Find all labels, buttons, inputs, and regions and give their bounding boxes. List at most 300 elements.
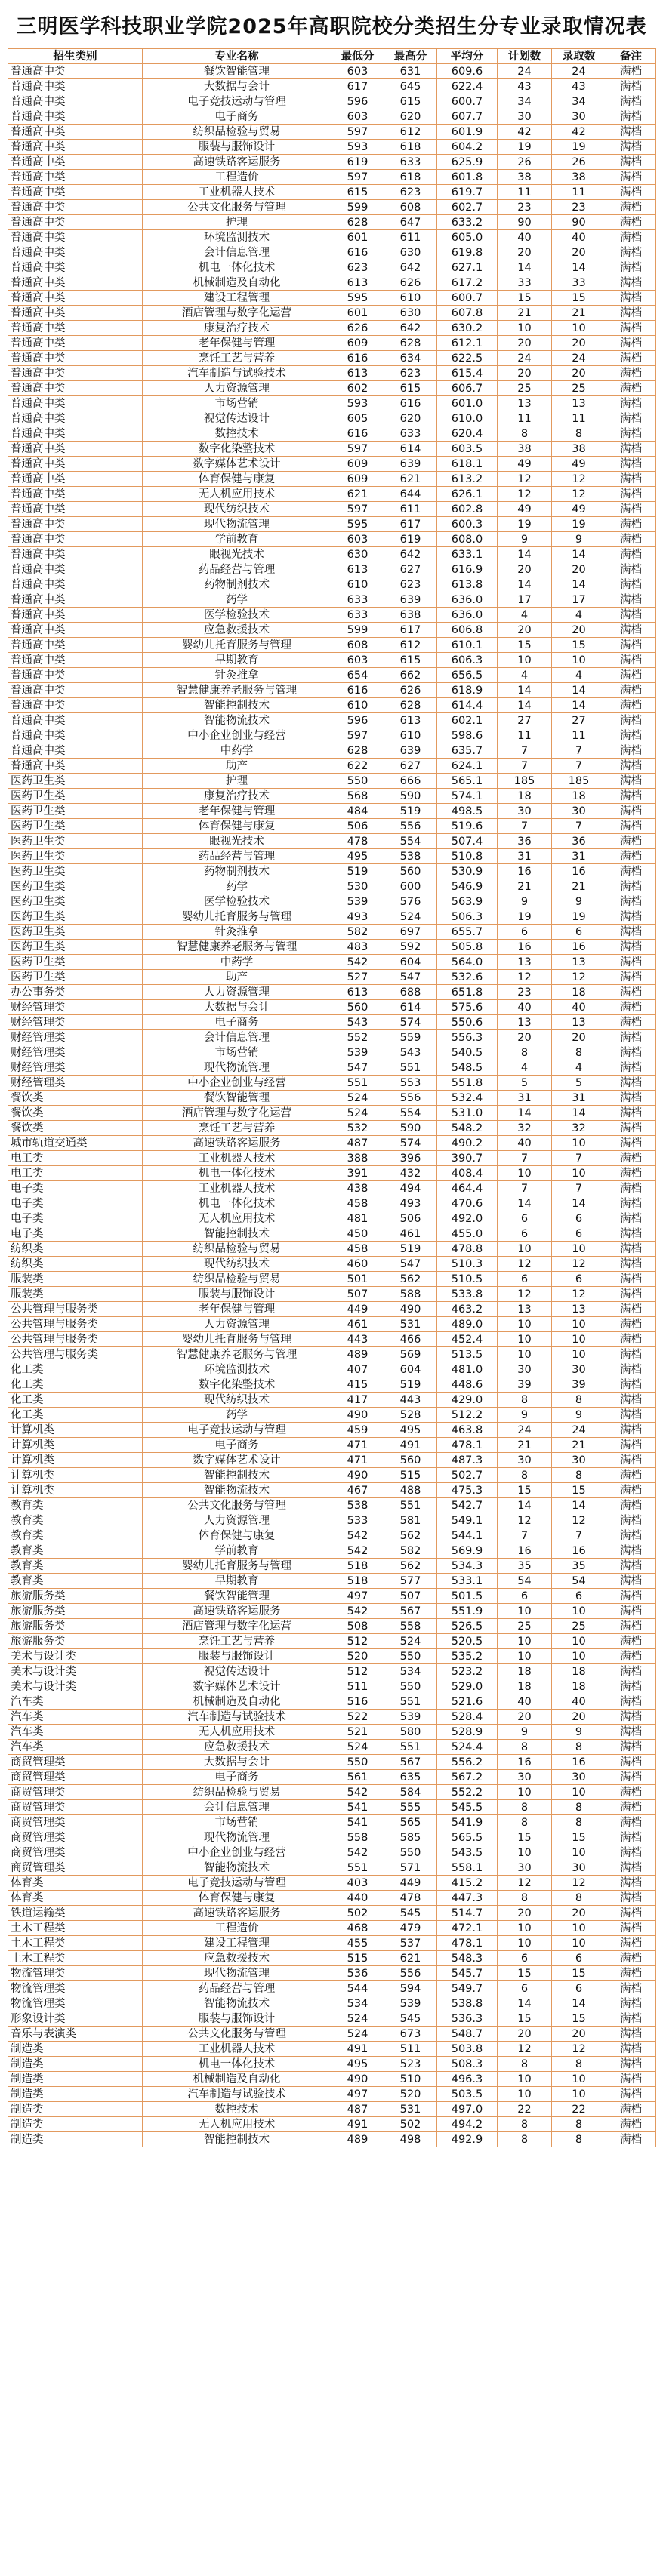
cell-avg-score: 497.0 xyxy=(437,2102,498,2117)
cell-min-score: 530 xyxy=(332,879,384,894)
cell-min-score: 415 xyxy=(332,1377,384,1393)
table-row xyxy=(8,1589,656,1604)
cell-avg-score: 475.3 xyxy=(437,1483,498,1498)
cell-major: 建设工程管理 xyxy=(143,291,332,306)
table-row xyxy=(8,864,656,879)
cell-category: 计算机类 xyxy=(8,1468,143,1483)
cell-plan-count: 30 xyxy=(498,804,552,819)
cell-major: 纺织品检验与贸易 xyxy=(143,1272,332,1287)
cell-category: 体育类 xyxy=(8,1891,143,1906)
cell-admitted-count: 20 xyxy=(552,366,606,381)
cell-remark: 满档 xyxy=(606,849,656,864)
cell-min-score: 542 xyxy=(332,1845,384,1860)
cell-plan-count: 15 xyxy=(498,1483,552,1498)
cell-plan-count: 10 xyxy=(498,1921,552,1936)
cell-major: 老年保健与管理 xyxy=(143,1302,332,1317)
cell-admitted-count: 18 xyxy=(552,985,606,1000)
cell-remark: 满档 xyxy=(606,1936,656,1951)
cell-major: 烹饪工艺与营养 xyxy=(143,1121,332,1136)
cell-max-score: 631 xyxy=(384,64,437,79)
cell-category: 旅游服务类 xyxy=(8,1619,143,1634)
cell-admitted-count: 15 xyxy=(552,1966,606,1981)
cell-max-score: 600 xyxy=(384,879,437,894)
cell-category: 汽车类 xyxy=(8,1725,143,1740)
cell-admitted-count: 22 xyxy=(552,2102,606,2117)
table-row xyxy=(8,909,656,925)
table-row xyxy=(8,185,656,200)
cell-plan-count: 24 xyxy=(498,1423,552,1438)
cell-max-score: 620 xyxy=(384,109,437,125)
table-row xyxy=(8,1272,656,1287)
cell-plan-count: 5 xyxy=(498,1076,552,1091)
cell-category: 公共管理与服务类 xyxy=(8,1332,143,1347)
cell-remark: 满档 xyxy=(606,396,656,411)
cell-avg-score: 481.0 xyxy=(437,1362,498,1377)
cell-plan-count: 12 xyxy=(498,2042,552,2057)
cell-plan-count: 49 xyxy=(498,502,552,517)
cell-remark: 满档 xyxy=(606,1891,656,1906)
cell-min-score: 603 xyxy=(332,532,384,547)
cell-plan-count: 16 xyxy=(498,940,552,955)
cell-admitted-count: 49 xyxy=(552,502,606,517)
cell-admitted-count: 8 xyxy=(552,1393,606,1408)
cell-admitted-count: 18 xyxy=(552,1664,606,1679)
cell-plan-count: 40 xyxy=(498,230,552,245)
cell-major: 婴幼儿托育服务与管理 xyxy=(143,909,332,925)
table-row xyxy=(8,457,656,472)
table-row xyxy=(8,517,656,532)
cell-admitted-count: 10 xyxy=(552,1649,606,1664)
cell-admitted-count: 20 xyxy=(552,1906,606,1921)
cell-max-score: 498 xyxy=(384,2132,437,2147)
cell-plan-count: 15 xyxy=(498,1966,552,1981)
cell-min-score: 616 xyxy=(332,683,384,698)
cell-major: 纺织品检验与贸易 xyxy=(143,1785,332,1800)
cell-remark: 满档 xyxy=(606,426,656,442)
cell-admitted-count: 7 xyxy=(552,759,606,774)
table-row xyxy=(8,728,656,743)
cell-admitted-count: 7 xyxy=(552,743,606,759)
cell-max-score: 584 xyxy=(384,1785,437,1800)
cell-min-score: 595 xyxy=(332,517,384,532)
table-row xyxy=(8,472,656,487)
cell-major: 婴幼儿托育服务与管理 xyxy=(143,638,332,653)
cell-avg-score: 624.1 xyxy=(437,759,498,774)
cell-avg-score: 540.5 xyxy=(437,1045,498,1060)
cell-plan-count: 10 xyxy=(498,2087,552,2102)
cell-remark: 满档 xyxy=(606,1725,656,1740)
cell-min-score: 501 xyxy=(332,1272,384,1287)
cell-remark: 满档 xyxy=(606,1906,656,1921)
cell-plan-count: 22 xyxy=(498,2102,552,2117)
cell-plan-count: 31 xyxy=(498,849,552,864)
cell-max-score: 567 xyxy=(384,1604,437,1619)
cell-major: 环境监测技术 xyxy=(143,1362,332,1377)
cell-avg-score: 492.0 xyxy=(437,1211,498,1226)
cell-avg-score: 635.7 xyxy=(437,743,498,759)
cell-max-score: 617 xyxy=(384,623,437,638)
cell-remark: 满档 xyxy=(606,834,656,849)
cell-plan-count: 10 xyxy=(498,1332,552,1347)
cell-category: 普通高中类 xyxy=(8,547,143,562)
cell-category: 电子类 xyxy=(8,1181,143,1196)
table-row xyxy=(8,1211,656,1226)
header-avg-score: 平均分 xyxy=(437,49,498,64)
cell-plan-count: 27 xyxy=(498,713,552,728)
cell-major: 数字媒体艺术设计 xyxy=(143,1453,332,1468)
cell-remark: 满档 xyxy=(606,2087,656,2102)
cell-plan-count: 7 xyxy=(498,1151,552,1166)
cell-admitted-count: 10 xyxy=(552,1604,606,1619)
cell-remark: 满档 xyxy=(606,1951,656,1966)
cell-major: 人力资源管理 xyxy=(143,985,332,1000)
cell-category: 体育类 xyxy=(8,1876,143,1891)
cell-category: 普通高中类 xyxy=(8,230,143,245)
cell-remark: 满档 xyxy=(606,1106,656,1121)
cell-avg-score: 455.0 xyxy=(437,1226,498,1242)
cell-avg-score: 463.2 xyxy=(437,1302,498,1317)
cell-max-score: 633 xyxy=(384,426,437,442)
cell-admitted-count: 18 xyxy=(552,1679,606,1694)
cell-remark: 满档 xyxy=(606,1377,656,1393)
cell-admitted-count: 11 xyxy=(552,728,606,743)
cell-remark: 满档 xyxy=(606,1649,656,1664)
cell-max-score: 612 xyxy=(384,125,437,140)
cell-category: 电工类 xyxy=(8,1166,143,1181)
cell-max-score: 634 xyxy=(384,351,437,366)
cell-avg-score: 536.3 xyxy=(437,2011,498,2027)
cell-admitted-count: 25 xyxy=(552,381,606,396)
cell-avg-score: 545.7 xyxy=(437,1966,498,1981)
table-row xyxy=(8,1936,656,1951)
cell-plan-count: 15 xyxy=(498,638,552,653)
cell-major: 早期教育 xyxy=(143,1574,332,1589)
cell-category: 制造类 xyxy=(8,2087,143,2102)
cell-plan-count: 54 xyxy=(498,1574,552,1589)
cell-remark: 满档 xyxy=(606,1136,656,1151)
cell-admitted-count: 7 xyxy=(552,1151,606,1166)
cell-min-score: 541 xyxy=(332,1800,384,1815)
table-row xyxy=(8,2042,656,2057)
cell-category: 商贸管理类 xyxy=(8,1815,143,1830)
cell-min-score: 621 xyxy=(332,487,384,502)
table-row xyxy=(8,2117,656,2132)
cell-admitted-count: 19 xyxy=(552,909,606,925)
cell-min-score: 511 xyxy=(332,1679,384,1694)
cell-major: 电子商务 xyxy=(143,109,332,125)
cell-admitted-count: 21 xyxy=(552,1438,606,1453)
cell-remark: 满档 xyxy=(606,1272,656,1287)
cell-remark: 满档 xyxy=(606,321,656,336)
cell-admitted-count: 15 xyxy=(552,1483,606,1498)
cell-avg-score: 612.1 xyxy=(437,336,498,351)
cell-max-score: 612 xyxy=(384,638,437,653)
header-admitted-count: 录取数 xyxy=(552,49,606,64)
cell-max-score: 493 xyxy=(384,1196,437,1211)
cell-max-score: 639 xyxy=(384,457,437,472)
cell-max-score: 551 xyxy=(384,1694,437,1710)
cell-min-score: 487 xyxy=(332,1136,384,1151)
cell-admitted-count: 30 xyxy=(552,804,606,819)
cell-avg-score: 551.8 xyxy=(437,1076,498,1091)
cell-category: 普通高中类 xyxy=(8,623,143,638)
cell-major: 助产 xyxy=(143,759,332,774)
cell-max-score: 495 xyxy=(384,1423,437,1438)
cell-max-score: 621 xyxy=(384,1951,437,1966)
cell-avg-score: 512.2 xyxy=(437,1408,498,1423)
cell-max-score: 555 xyxy=(384,1800,437,1815)
cell-major: 医学检验技术 xyxy=(143,608,332,623)
table-row xyxy=(8,970,656,985)
cell-avg-score: 551.9 xyxy=(437,1604,498,1619)
cell-admitted-count: 15 xyxy=(552,638,606,653)
cell-remark: 满档 xyxy=(606,1694,656,1710)
cell-avg-score: 532.6 xyxy=(437,970,498,985)
cell-max-score: 614 xyxy=(384,442,437,457)
cell-admitted-count: 12 xyxy=(552,970,606,985)
table-row xyxy=(8,442,656,457)
cell-max-score: 550 xyxy=(384,1649,437,1664)
cell-avg-score: 651.8 xyxy=(437,985,498,1000)
table-row xyxy=(8,713,656,728)
cell-admitted-count: 20 xyxy=(552,1030,606,1045)
cell-category: 汽车类 xyxy=(8,1694,143,1710)
cell-plan-count: 7 xyxy=(498,759,552,774)
cell-major: 高速铁路客运服务 xyxy=(143,1604,332,1619)
cell-plan-count: 30 xyxy=(498,109,552,125)
table-row xyxy=(8,1574,656,1589)
cell-min-score: 551 xyxy=(332,1076,384,1091)
cell-avg-score: 507.4 xyxy=(437,834,498,849)
cell-min-score: 593 xyxy=(332,140,384,155)
cell-plan-count: 9 xyxy=(498,894,552,909)
cell-plan-count: 14 xyxy=(498,1196,552,1211)
cell-major: 机电一体化技术 xyxy=(143,260,332,275)
cell-admitted-count: 54 xyxy=(552,1574,606,1589)
cell-plan-count: 12 xyxy=(498,487,552,502)
cell-admitted-count: 14 xyxy=(552,1996,606,2011)
cell-max-score: 645 xyxy=(384,79,437,94)
cell-category: 化工类 xyxy=(8,1393,143,1408)
cell-admitted-count: 11 xyxy=(552,411,606,426)
cell-min-score: 527 xyxy=(332,970,384,985)
cell-plan-count: 18 xyxy=(498,1679,552,1694)
cell-plan-count: 30 xyxy=(498,1770,552,1785)
cell-admitted-count: 14 xyxy=(552,1498,606,1513)
cell-admitted-count: 24 xyxy=(552,351,606,366)
cell-remark: 满档 xyxy=(606,502,656,517)
cell-major: 眼视光技术 xyxy=(143,834,332,849)
table-row xyxy=(8,170,656,185)
table-row xyxy=(8,653,656,668)
cell-plan-count: 10 xyxy=(498,1845,552,1860)
cell-admitted-count: 8 xyxy=(552,1815,606,1830)
cell-category: 普通高中类 xyxy=(8,592,143,608)
cell-min-score: 495 xyxy=(332,2057,384,2072)
cell-category: 化工类 xyxy=(8,1377,143,1393)
cell-min-score: 443 xyxy=(332,1332,384,1347)
cell-max-score: 626 xyxy=(384,683,437,698)
cell-major: 人力资源管理 xyxy=(143,1513,332,1528)
cell-plan-count: 23 xyxy=(498,200,552,215)
table-row xyxy=(8,1060,656,1076)
cell-remark: 满档 xyxy=(606,457,656,472)
table-row xyxy=(8,592,656,608)
table-row xyxy=(8,1906,656,1921)
cell-major: 纺织品检验与贸易 xyxy=(143,1242,332,1257)
cell-category: 制造类 xyxy=(8,2132,143,2147)
cell-plan-count: 13 xyxy=(498,955,552,970)
cell-min-score: 609 xyxy=(332,336,384,351)
cell-min-score: 542 xyxy=(332,1785,384,1800)
cell-plan-count: 10 xyxy=(498,1649,552,1664)
cell-avg-score: 519.6 xyxy=(437,819,498,834)
cell-remark: 满档 xyxy=(606,562,656,577)
cell-admitted-count: 30 xyxy=(552,1770,606,1785)
cell-plan-count: 17 xyxy=(498,592,552,608)
cell-avg-score: 602.1 xyxy=(437,713,498,728)
table-row xyxy=(8,1800,656,1815)
cell-avg-score: 408.4 xyxy=(437,1166,498,1181)
cell-min-score: 602 xyxy=(332,381,384,396)
cell-category: 普通高中类 xyxy=(8,638,143,653)
cell-category: 制造类 xyxy=(8,2057,143,2072)
cell-plan-count: 6 xyxy=(498,1981,552,1996)
cell-plan-count: 25 xyxy=(498,381,552,396)
cell-category: 普通高中类 xyxy=(8,336,143,351)
cell-max-score: 642 xyxy=(384,547,437,562)
cell-plan-count: 15 xyxy=(498,1830,552,1845)
cell-admitted-count: 26 xyxy=(552,155,606,170)
cell-avg-score: 508.3 xyxy=(437,2057,498,2072)
table-row xyxy=(8,109,656,125)
table-row xyxy=(8,955,656,970)
cell-avg-score: 550.6 xyxy=(437,1015,498,1030)
cell-admitted-count: 10 xyxy=(552,1634,606,1649)
cell-category: 普通高中类 xyxy=(8,291,143,306)
cell-category: 普通高中类 xyxy=(8,109,143,125)
cell-remark: 满档 xyxy=(606,1830,656,1845)
cell-major: 护理 xyxy=(143,774,332,789)
cell-admitted-count: 6 xyxy=(552,1211,606,1226)
cell-plan-count: 14 xyxy=(498,577,552,592)
cell-min-score: 460 xyxy=(332,1257,384,1272)
cell-category: 商贸管理类 xyxy=(8,1755,143,1770)
table-row xyxy=(8,1196,656,1211)
cell-plan-count: 30 xyxy=(498,1453,552,1468)
cell-plan-count: 13 xyxy=(498,1302,552,1317)
table-row xyxy=(8,1604,656,1619)
cell-avg-score: 574.1 xyxy=(437,789,498,804)
cell-avg-score: 489.0 xyxy=(437,1317,498,1332)
cell-major: 智能控制技术 xyxy=(143,698,332,713)
admission-table xyxy=(8,48,656,2147)
cell-avg-score: 626.1 xyxy=(437,487,498,502)
cell-max-score: 506 xyxy=(384,1211,437,1226)
cell-avg-score: 478.8 xyxy=(437,1242,498,1257)
cell-plan-count: 90 xyxy=(498,215,552,230)
cell-remark: 满档 xyxy=(606,517,656,532)
cell-category: 医药卫生类 xyxy=(8,909,143,925)
cell-category: 普通高中类 xyxy=(8,442,143,457)
cell-remark: 满档 xyxy=(606,623,656,638)
cell-admitted-count: 14 xyxy=(552,1196,606,1211)
cell-admitted-count: 40 xyxy=(552,1000,606,1015)
cell-remark: 满档 xyxy=(606,1423,656,1438)
cell-remark: 满档 xyxy=(606,2042,656,2057)
cell-plan-count: 38 xyxy=(498,170,552,185)
table-row xyxy=(8,396,656,411)
cell-admitted-count: 31 xyxy=(552,1091,606,1106)
cell-remark: 满档 xyxy=(606,1785,656,1800)
cell-category: 普通高中类 xyxy=(8,759,143,774)
cell-avg-score: 503.5 xyxy=(437,2087,498,2102)
cell-admitted-count: 4 xyxy=(552,668,606,683)
cell-remark: 满档 xyxy=(606,1166,656,1181)
cell-avg-score: 548.3 xyxy=(437,1951,498,1966)
cell-min-score: 544 xyxy=(332,1981,384,1996)
cell-major: 药品经营与管理 xyxy=(143,562,332,577)
cell-remark: 满档 xyxy=(606,1151,656,1166)
cell-major: 酒店管理与数字化运营 xyxy=(143,1619,332,1634)
cell-category: 旅游服务类 xyxy=(8,1634,143,1649)
cell-avg-score: 478.1 xyxy=(437,1438,498,1453)
cell-remark: 满档 xyxy=(606,940,656,955)
cell-plan-count: 43 xyxy=(498,79,552,94)
cell-remark: 满档 xyxy=(606,230,656,245)
cell-max-score: 559 xyxy=(384,1030,437,1045)
table-row xyxy=(8,1921,656,1936)
cell-avg-score: 521.6 xyxy=(437,1694,498,1710)
table-row xyxy=(8,2057,656,2072)
cell-major: 智能物流技术 xyxy=(143,1860,332,1876)
cell-max-score: 576 xyxy=(384,894,437,909)
table-row xyxy=(8,1438,656,1453)
table-row xyxy=(8,1770,656,1785)
cell-min-score: 497 xyxy=(332,1589,384,1604)
cell-max-score: 519 xyxy=(384,804,437,819)
cell-plan-count: 20 xyxy=(498,562,552,577)
cell-max-score: 604 xyxy=(384,1362,437,1377)
cell-avg-score: 627.1 xyxy=(437,260,498,275)
cell-max-score: 545 xyxy=(384,1906,437,1921)
table-row xyxy=(8,155,656,170)
cell-max-score: 396 xyxy=(384,1151,437,1166)
cell-min-score: 490 xyxy=(332,2072,384,2087)
cell-remark: 满档 xyxy=(606,1242,656,1257)
table-row xyxy=(8,879,656,894)
cell-admitted-count: 10 xyxy=(552,1242,606,1257)
table-row xyxy=(8,894,656,909)
cell-avg-score: 565.1 xyxy=(437,774,498,789)
cell-avg-score: 530.9 xyxy=(437,864,498,879)
cell-major: 建设工程管理 xyxy=(143,1936,332,1951)
cell-major: 酒店管理与数字化运营 xyxy=(143,1106,332,1121)
cell-min-score: 539 xyxy=(332,894,384,909)
cell-min-score: 603 xyxy=(332,653,384,668)
cell-min-score: 502 xyxy=(332,1906,384,1921)
cell-category: 服装类 xyxy=(8,1272,143,1287)
cell-major: 烹饪工艺与营养 xyxy=(143,351,332,366)
cell-remark: 满档 xyxy=(606,336,656,351)
table-row xyxy=(8,1045,656,1060)
table-row xyxy=(8,411,656,426)
cell-major: 现代纺织技术 xyxy=(143,1393,332,1408)
table-row xyxy=(8,1634,656,1649)
cell-major: 环境监测技术 xyxy=(143,230,332,245)
table-row xyxy=(8,351,656,366)
cell-plan-count: 4 xyxy=(498,668,552,683)
